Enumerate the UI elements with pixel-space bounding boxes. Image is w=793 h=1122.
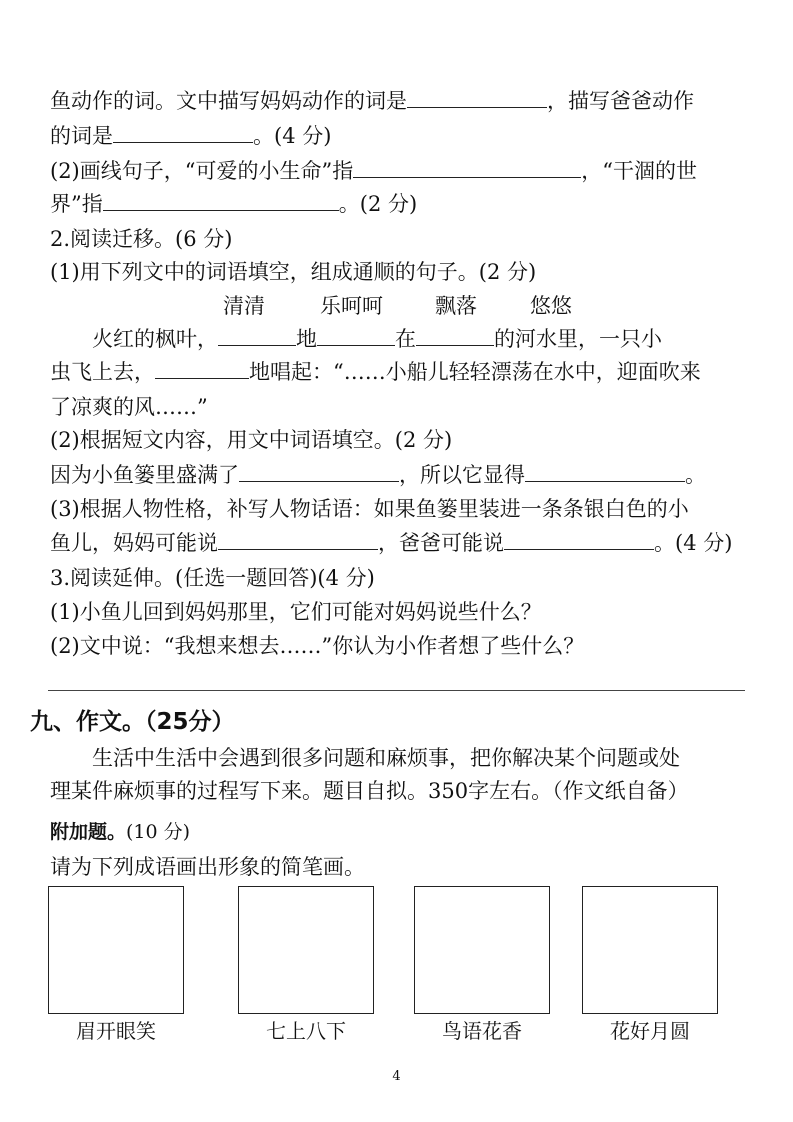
page-number: 4 bbox=[392, 1069, 401, 1084]
question-line bbox=[50, 528, 732, 558]
question-text: 。(4 分) bbox=[654, 531, 733, 555]
word-bank-item: 飘落 bbox=[435, 294, 477, 318]
answer-blank[interactable] bbox=[317, 325, 395, 346]
passage-line bbox=[50, 357, 701, 387]
bonus-instruction: 请为下列成语画出形象的简笔画。 bbox=[50, 855, 365, 879]
passage-text: 地唱起：“……小船儿轻轻漂荡在水中，迎面吹来 bbox=[249, 360, 701, 384]
section-title: 九、作文。（25分） bbox=[30, 709, 235, 735]
bonus-score: (10 分) bbox=[126, 821, 191, 843]
passage-line: 了凉爽的风……” bbox=[50, 395, 208, 419]
question-text: (2)画线句子，“可爱的小生命”指 bbox=[50, 159, 354, 183]
question-text: 鱼儿，妈妈可能说 bbox=[50, 531, 218, 555]
drawing-box[interactable] bbox=[582, 886, 718, 1014]
drawing-box[interactable] bbox=[238, 886, 374, 1014]
drawing-box[interactable] bbox=[414, 886, 550, 1014]
composition-prompt: 生活中生活中会遇到很多问题和麻烦事，把你解决某个问题或处 bbox=[50, 746, 680, 770]
section-divider bbox=[48, 690, 745, 691]
question-text: ，描写爸爸动作 bbox=[547, 89, 694, 113]
word-bank-item: 悠悠 bbox=[530, 294, 572, 318]
answer-blank[interactable] bbox=[155, 358, 249, 379]
passage-text: 火红的枫叶， bbox=[50, 327, 218, 351]
answer-blank[interactable] bbox=[407, 87, 547, 108]
question-line bbox=[50, 121, 331, 151]
question-line bbox=[50, 460, 706, 490]
question-line: (2)根据短文内容，用文中词语填空。(2 分) bbox=[50, 428, 453, 452]
answer-blank[interactable] bbox=[504, 529, 654, 550]
word-bank bbox=[223, 291, 572, 321]
passage-text: 的河水里，一只小 bbox=[494, 327, 662, 351]
answer-blank[interactable] bbox=[353, 157, 581, 178]
question-line: (2)文中说：“我想来想去……”你认为小作者想了些什么？ bbox=[50, 634, 585, 658]
passage-line bbox=[50, 324, 662, 354]
question-text: ，爸爸可能说 bbox=[378, 531, 504, 555]
question-heading: 3.阅读延伸。(任选一题回答)(4 分) bbox=[50, 566, 375, 590]
answer-blank[interactable] bbox=[416, 325, 494, 346]
question-text: 。(2 分) bbox=[338, 192, 418, 216]
question-heading: 2.阅读迁移。(6 分) bbox=[50, 227, 233, 251]
answer-blank[interactable] bbox=[218, 529, 378, 550]
idiom-caption: 鸟语花香 bbox=[442, 1019, 522, 1043]
answer-blank[interactable] bbox=[218, 325, 296, 346]
bonus-heading bbox=[50, 818, 190, 846]
passage-text: 地 bbox=[296, 327, 317, 351]
question-line: (1)用下列文中的词语填空，组成通顺的句子。(2 分) bbox=[50, 260, 537, 284]
question-text: 。(4 分) bbox=[253, 124, 332, 148]
question-text: 因为小鱼篓里盛满了 bbox=[50, 463, 239, 487]
word-bank-item: 乐呵呵 bbox=[320, 294, 383, 318]
idiom-caption: 七上八下 bbox=[266, 1019, 346, 1043]
bonus-title: 附加题。 bbox=[50, 821, 127, 843]
word-bank-item: 清清 bbox=[223, 294, 265, 318]
idiom-caption: 花好月圆 bbox=[610, 1019, 690, 1043]
question-line bbox=[50, 86, 694, 116]
question-line: (1)小鱼儿回到妈妈那里，它们可能对妈妈说些什么？ bbox=[50, 600, 542, 624]
question-text: ，“干涸的世 bbox=[581, 159, 697, 183]
composition-prompt: 理某件麻烦事的过程写下来。题目自拟。350字左右。（作文纸自备） bbox=[50, 779, 689, 803]
passage-text: 在 bbox=[395, 327, 416, 351]
question-text: 界”指 bbox=[50, 192, 103, 216]
question-text: 鱼动作的词。文中描写妈妈动作的词是 bbox=[50, 89, 407, 113]
question-line: (3)根据人物性格，补写人物话语：如果鱼篓里装进一条条银白色的小 bbox=[50, 497, 689, 521]
question-line bbox=[50, 189, 417, 219]
answer-blank[interactable] bbox=[113, 122, 253, 143]
question-text: 。 bbox=[685, 463, 706, 487]
passage-text: 虫飞上去， bbox=[50, 360, 155, 384]
idiom-caption: 眉开眼笑 bbox=[76, 1019, 156, 1043]
answer-blank[interactable] bbox=[103, 190, 339, 211]
drawing-box[interactable] bbox=[48, 886, 184, 1014]
answer-blank[interactable] bbox=[239, 461, 399, 482]
answer-blank[interactable] bbox=[525, 461, 685, 482]
question-text: 的词是 bbox=[50, 124, 113, 148]
question-text: ，所以它显得 bbox=[399, 463, 525, 487]
question-line bbox=[50, 156, 697, 186]
